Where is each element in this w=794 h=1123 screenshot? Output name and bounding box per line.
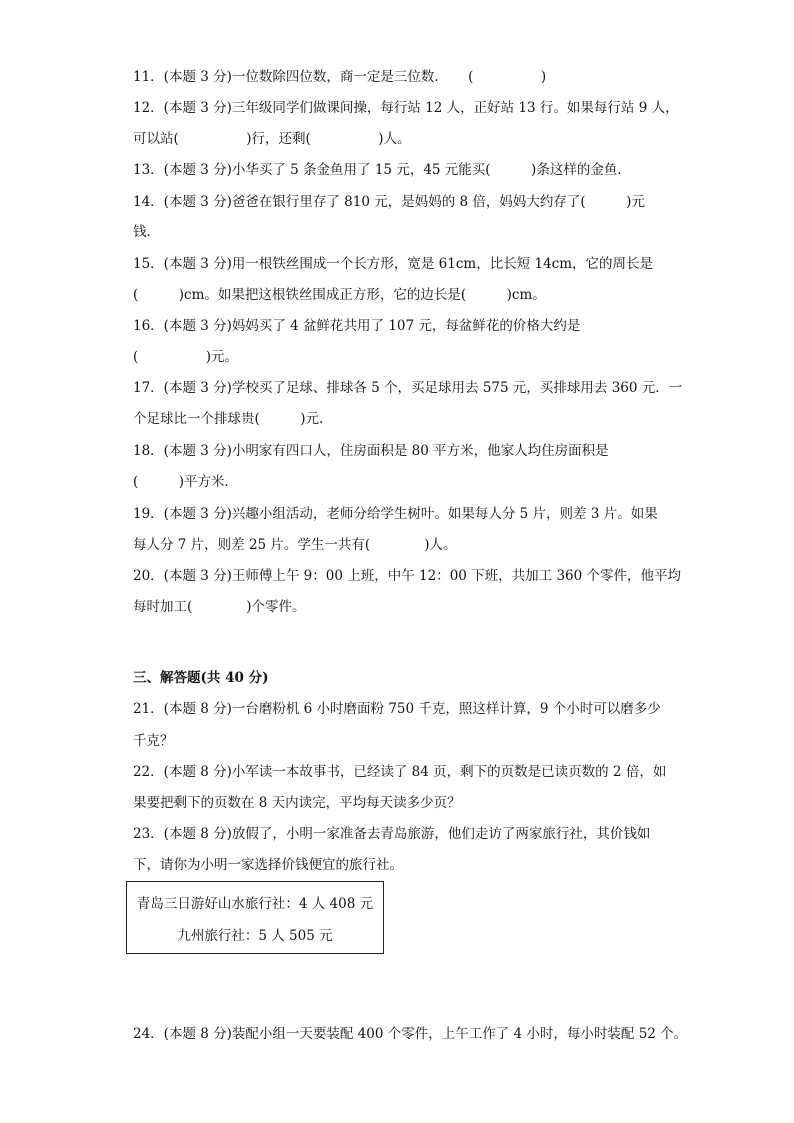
question-22-line-1: 22．(本题 8 分)小军读一本故事书，已经读了 84 页，剩下的页数是已读页数的 2 倍，如 [133,764,667,780]
question-24-line-1: 24．(本题 8 分)装配小组一天要装配 400 个零件，上午工作了 4 小时，每小时装配 52 个。 [133,1026,688,1042]
question-16-line-2: ( )元。 [133,349,239,365]
question-15-line-1: 15．(本题 3 分)用一根铁丝围成一个长方形，宽是 61cm，比长短 14cm，它的周长是 [133,256,654,272]
question-14-line-1: 14．(本题 3 分)爸爸在银行里存了 810 元，是妈妈的 8 倍，妈妈大约存了( )元 [133,194,645,210]
question-19-line-2: 每人分 7 片，则差 25 片。学生一共有( )人。 [133,537,457,553]
question-23-line-1: 23．(本题 8 分)放假了，小明一家准备去青岛旅游，他们走访了两家旅行社，其价钱如 [133,826,651,842]
question-20-line-2: 每时加工( )个零件。 [133,599,306,615]
question-19-line-1: 19．(本题 3 分)兴趣小组活动，老师分给学生树叶。如果每人分 5 片，则差 3 片。如果 [133,506,658,522]
question-15-line-2: ( )cm。如果把这根铁丝围成正方形，它的边长是( )cm。 [133,287,546,303]
agency-line-2: 九州旅行社：5 人 505 元 [177,928,333,944]
agency-line-1: 青岛三日游好山水旅行社：4 人 408 元 [136,896,374,912]
question-21-line-2: 千克？ [133,733,174,749]
question-16-line-1: 16．(本题 3 分)妈妈买了 4 盆鲜花共用了 107 元，每盆鲜花的价格大约是 [133,318,581,334]
question-17-line-2: 个足球比一个排球贵( )元. [133,411,324,427]
question-14-line-2: 钱． [133,224,160,240]
question-12-line-1: 12．(本题 3 分)三年级同学们做课间操，每行站 12 人，正好站 13 行。如果每行站 9 人， [133,100,679,116]
question-21-line-1: 21．(本题 8 分)一台磨粉机 6 小时磨面粉 750 千克，照这样计算，9 个小时可以磨多少 [133,701,661,717]
question-18-line-1: 18．(本题 3 分)小明家有四口人，住房面积是 80 平方米，他家人均住房面积是 [133,443,609,459]
question-22-line-2: 果要把剩下的页数在 8 天内读完，平均每天读多少页？ [133,795,461,811]
question-20-line-1: 20．(本题 3 分)王师傅上午 9：00 上班，中午 12：00 下班，共加工 360 个零件，他平均 [133,568,682,584]
section-heading: 三、解答题(共 40 分) [133,670,269,686]
question-23-line-2: 下，请你为小明一家选择价钱便宜的旅行社。 [133,857,403,873]
question-13-line-1: 13．(本题 3 分)小华买了 5 条金鱼用了 15 元，45 元能买( )条这样的金鱼． [133,162,631,178]
question-12-line-2: 可以站( )行，还剩( )人。 [133,131,411,147]
question-18-line-2: ( )平方米． [133,474,239,490]
travel-agency-box [126,881,384,954]
question-11-line-1: 11．(本题 3 分)一位数除四位数，商一定是三位数． ( ) [133,69,547,85]
question-17-line-1: 17．(本题 3 分)学校买了足球、排球各 5 个，买足球用去 575 元，买排球用去 360 元．一 [133,380,683,396]
